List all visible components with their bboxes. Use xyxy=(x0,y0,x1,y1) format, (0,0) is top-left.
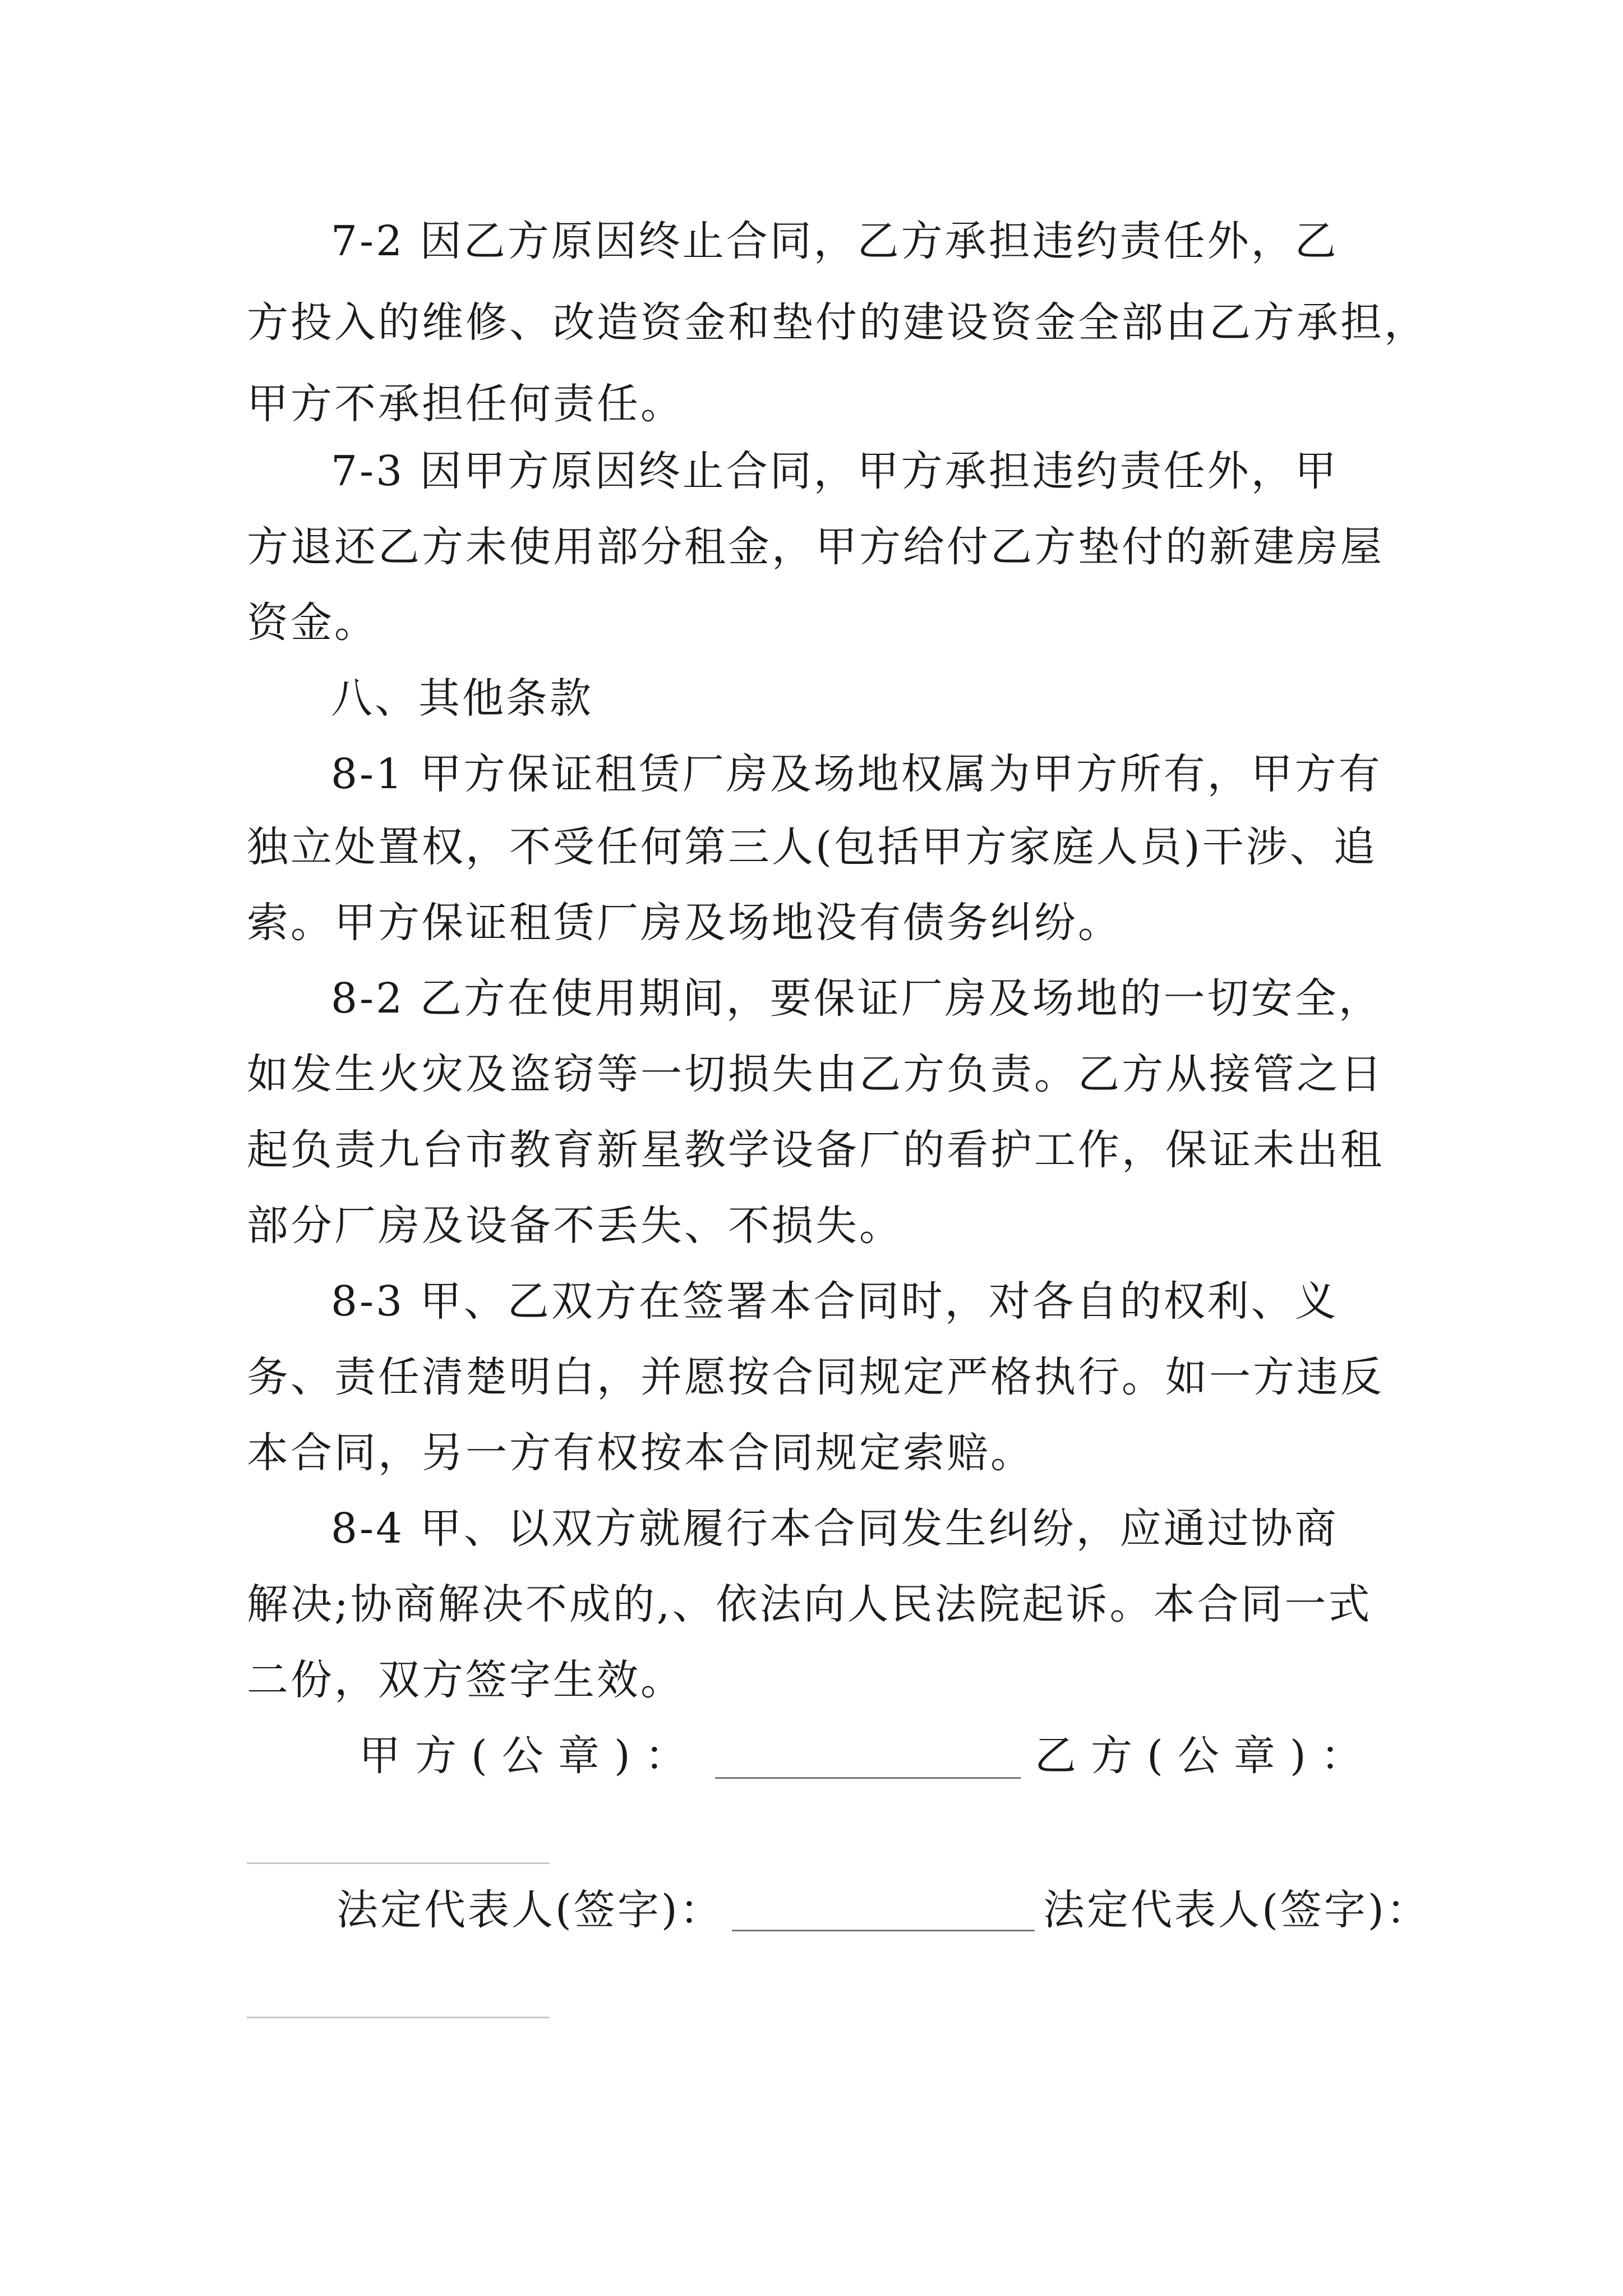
clause-7-3-line-1: 7-3 因甲方原因终止合同，甲方承担违约责任外，甲 xyxy=(331,447,1339,495)
party-a-rep-label: 法定代表人(签字)： xyxy=(336,1886,723,1934)
clause-8-3-line-2: 务、责任清楚明白，并愿按合同规定严格执行。如一方违反 xyxy=(247,1353,1384,1401)
section-heading-other-terms: 八、其他条款 xyxy=(331,674,593,723)
party-a-seal-label: 甲方(公章)： xyxy=(359,1732,701,1780)
clause-8-2-line-1: 8-2 乙方在使用期间，要保证厂房及场地的一切安全， xyxy=(331,974,1382,1023)
party-b-seal-blank xyxy=(247,1862,550,1864)
party-a-rep-blank xyxy=(732,1930,1035,1931)
clause-7-2-line-2: 方投入的维修、改造资金和垫付的建设资金全部由乙方承担， xyxy=(247,298,1428,347)
clause-8-1-line-3: 索。甲方保证租赁厂房及场地没有债务纠纷。 xyxy=(247,899,1122,947)
party-b-rep-label: 法定代表人(签字)： xyxy=(1043,1886,1430,1934)
clause-8-2-line-2: 如发生火灾及盗窃等一切损失由乙方负责。乙方从接管之日 xyxy=(247,1050,1384,1098)
clause-8-3-line-3: 本合同，另一方有权按本合同规定索赔。 xyxy=(247,1429,1034,1477)
clause-7-3-line-2: 方退还乙方未使用部分租金，甲方给付乙方垫付的新建房屋 xyxy=(247,523,1384,571)
clause-8-4-line-1: 8-4 甲、以双方就履行本合同发生纠纷，应通过协商 xyxy=(331,1504,1339,1553)
party-b-rep-blank xyxy=(247,2017,550,2018)
clause-8-4-line-3: 二份，双方签字生效。 xyxy=(247,1656,684,1704)
party-b-seal-label: 乙方(公章)： xyxy=(1035,1732,1377,1780)
clause-7-3-line-3: 资金。 xyxy=(247,599,378,647)
clause-8-4-line-2: 解决;协商解决不成的,、依法向人民法院起诉。本合同一式 xyxy=(247,1580,1372,1628)
clause-8-1-line-1: 8-1 甲方保证租赁厂房及场地权属为甲方所有，甲方有 xyxy=(331,750,1382,798)
clause-8-1-line-2: 独立处置权，不受任何第三人(包括甲方家庭人员)干涉、追 xyxy=(247,823,1377,871)
clause-7-2-line-3: 甲方不承担任何责任。 xyxy=(247,380,684,428)
clause-8-2-line-4: 部分厂房及设备不丢失、不损失。 xyxy=(247,1202,903,1250)
clause-7-2-line-1: 7-2 因乙方原因终止合同，乙方承担违约责任外，乙 xyxy=(331,217,1339,265)
party-a-seal-blank xyxy=(715,1777,1021,1779)
clause-8-2-line-3: 起负责九台市教育新星教学设备厂的看护工作，保证未出租 xyxy=(247,1126,1384,1174)
clause-8-3-line-1: 8-3 甲、乙双方在签署本合同时，对各自的权利、义 xyxy=(331,1277,1339,1326)
